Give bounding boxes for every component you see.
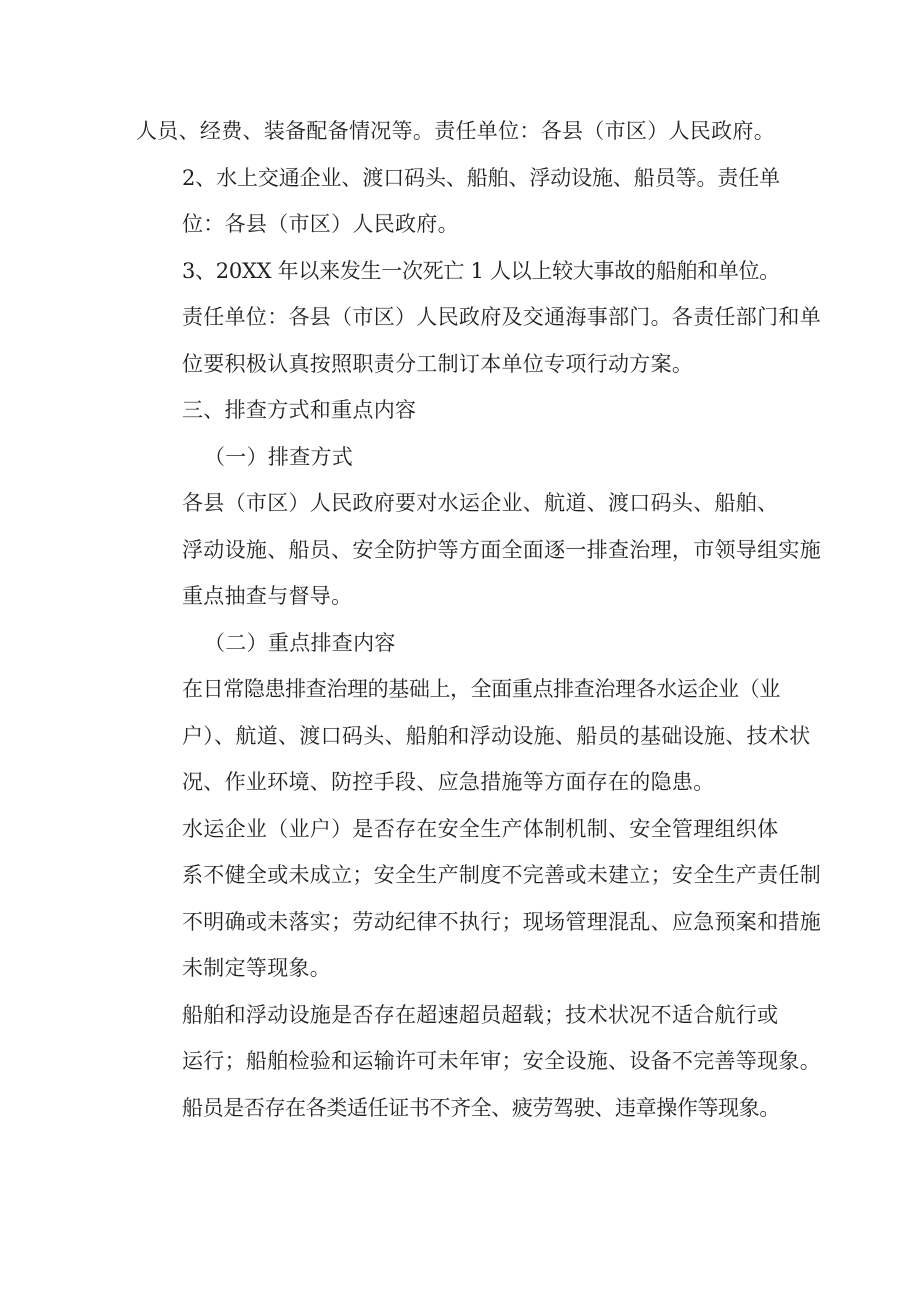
text-line: 况、作业环境、防控手段、应急措施等方面存在的隐患。	[182, 770, 715, 794]
paragraph-3	[136, 248, 826, 388]
text-line: 位要积极认真按照职责分工制订本单位专项行动方案。	[182, 351, 694, 376]
paragraph-5	[136, 434, 826, 481]
text-line: 重点抽查与督导。	[182, 584, 353, 608]
text-line: 运行；船舶检验和运输许可未年审；安全设施、设备不完善等现象。	[182, 1049, 821, 1073]
text-line: 船员是否存在各类适任证书不齐全、疲劳驾驶、违章操作等现象。	[182, 1095, 780, 1120]
text-line: 3、20XX 年以来发生一次死亡 1 人以上较大事故的船舶和单位。	[182, 258, 780, 283]
text-line: （二）重点排查内容	[204, 630, 396, 655]
text-line: 各县（市区）人民政府要对水运企业、航道、渡口码头、船舶、	[182, 491, 779, 515]
text-line: （一）排查方式	[204, 444, 354, 469]
paragraph-11	[136, 1085, 826, 1132]
text-line: 责任单位：各县（市区）人民政府及交通海事部门。各责任部门和单	[182, 305, 821, 329]
text-line: 系不健全或未成立；安全生产制度不完善或未建立；安全生产责任制	[182, 863, 821, 887]
paragraph-8	[136, 666, 826, 806]
text-line: 户）、航道、渡口码头、船舶和浮动设施、船员的基础设施、技术状	[182, 723, 811, 748]
text-line: 位：各县（市区）人民政府。	[182, 212, 459, 236]
text-line: 2、水上交通企业、渡口码头、船舶、浮动设施、船员等。责任单	[182, 165, 780, 190]
paragraph-10	[136, 992, 826, 1085]
text-line: 未制定等现象。	[182, 956, 332, 980]
paragraph-7	[136, 620, 826, 667]
text-line: 人员、经费、装备配备情况等。责任单位：各县（市区）人民政府。	[136, 119, 775, 143]
paragraph-9	[136, 806, 826, 992]
paragraph-4	[136, 387, 826, 434]
paragraph-1	[136, 108, 826, 155]
paragraph-6	[136, 480, 826, 620]
text-line: 浮动设施、船员、安全防护等方面全面逐一排查治理，市领导组实施	[182, 537, 821, 562]
document-body	[136, 108, 826, 1131]
text-line: 不明确或未落实；劳动纪律不执行；现场管理混乱、应急预案和措施	[182, 909, 821, 934]
text-line: 船舶和浮动设施是否存在超速超员超载；技术状况不适合航行或	[182, 1002, 779, 1027]
text-line: 水运企业（业户）是否存在安全生产体制机制、安全管理组织体	[182, 816, 779, 841]
text-line: 在日常隐患排查治理的基础上，全面重点排查治理各水运企业（业	[182, 677, 780, 701]
paragraph-2	[136, 155, 826, 248]
text-line: 三、排查方式和重点内容	[182, 398, 417, 422]
